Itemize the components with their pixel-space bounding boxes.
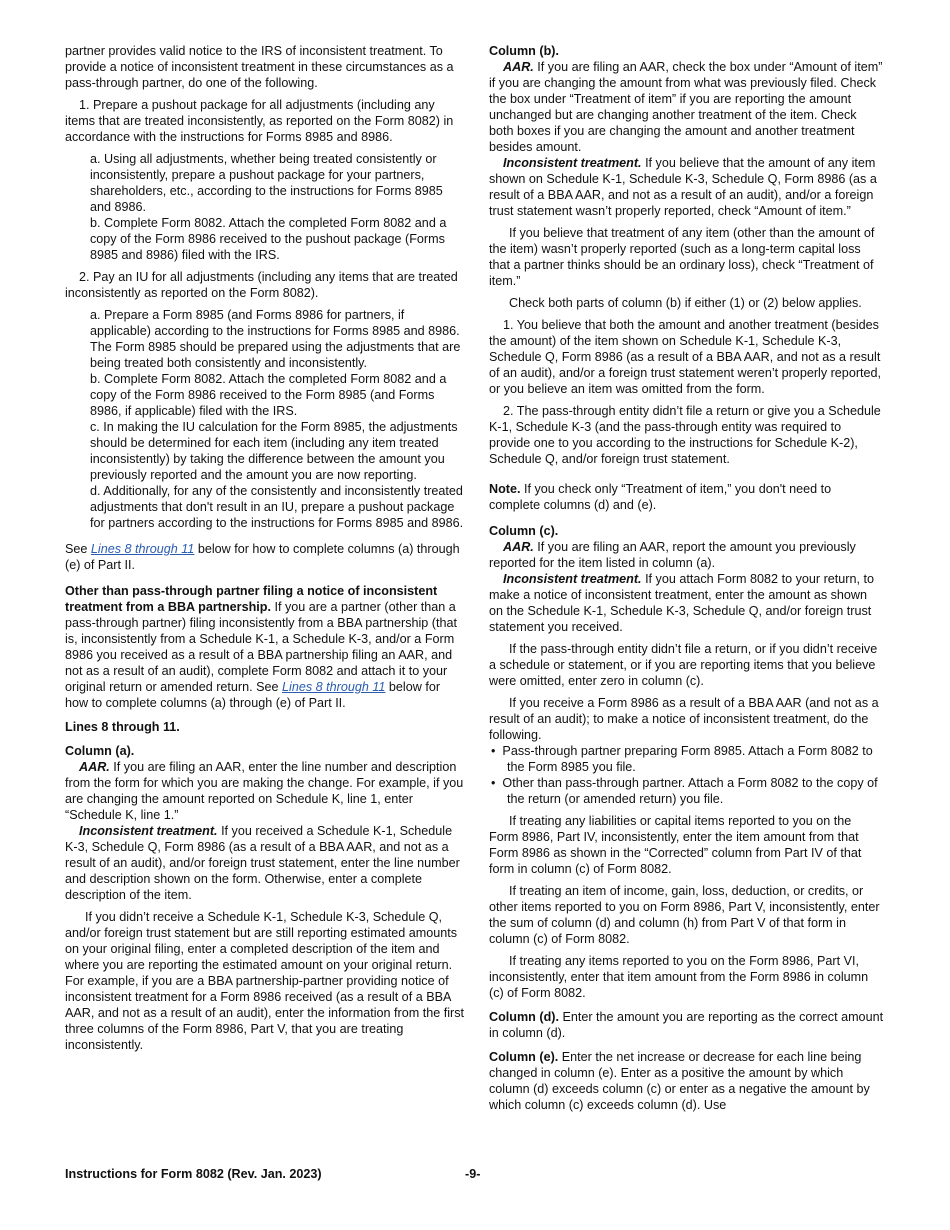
column-b-inconsistent-text: If you believe that the amount of any item shown on Schedule K-1, Schedule K-3, Schedule Q, Form 8986 (as a result of a BBA AAR, and not as a result of an audit), and/or a foreign trust statement wasn’t properly reported, check “Amount of item.” xyxy=(489,156,877,218)
column-b-aar-text: If you are filing an AAR, check the box under “Amount of item” if you are changing the amount from what was previously filed. Check the box under “Treatment of item” if you are reporting the amount unchanged but are changing another treatment of the item. Check both boxes if you are changing the amount and another treatment besides amount. xyxy=(489,60,883,154)
list-item-1a: a. Using all adjustments, whether being treated consistently or inconsistently, prepare a pushout package for your partners, shareholders, etc., according to the instructions for Forms 8985 and 8986. xyxy=(90,152,443,214)
column-a-aar xyxy=(65,759,465,823)
page-number: -9- xyxy=(465,1167,481,1181)
other-body-pre: If you are a partner (other than a pass-through partner) filing inconsistently from a BBA partnership (that is, inconsistently from a Schedule K-1, a Schedule K-3, and/or a Form 8986 you received as a result of a BBA partnership filing an AAR, and not as a result of an audit), complete Form 8082 and attach it to your original return or amended return. See xyxy=(65,600,457,694)
right-column xyxy=(489,43,884,1113)
bullet-item-2 xyxy=(491,775,884,807)
column-a-aar-text: If you are filing an AAR, enter the line number and description from the form for which you are making the change. For example, if you are changing the amount reported on Schedule K, line 1, enter “Schedule K, line 1.” xyxy=(65,760,464,822)
note-paragraph xyxy=(489,481,884,513)
column-c-inconsistent xyxy=(489,571,884,635)
column-a-inconsistent xyxy=(65,823,465,903)
lines-8-11-link-2[interactable]: Lines 8 through 11 xyxy=(282,680,386,694)
lines-8-11-heading: Lines 8 through 11. xyxy=(65,720,180,734)
column-d-heading: Column (d). xyxy=(489,1010,559,1024)
footer-title: Instructions for Form 8082 (Rev. Jan. 2023) xyxy=(65,1167,322,1181)
see-lines-pre: See xyxy=(65,542,91,556)
column-c-paragraph-7: If treating any items reported to you on the Form 8986, Part VI, inconsistently, enter that item amount from the Form 8986 in column (c) of Form 8082. xyxy=(489,954,869,1000)
column-b-item-2: 2. The pass-through entity didn’t file a return or give you a Schedule K-1, Schedule K-3 (and the pass-through entity was required to provide one to you according to the instructions for Schedule K-2), Schedule Q, and/or foreign trust statement. xyxy=(489,404,881,466)
column-b-item-1: 1. You believe that both the amount and another treatment (besides the amount) of the item shown on Schedule K-1, Schedule K-3, Schedule Q, Form 8986 (as a result of a BBA AAR, and not as a result of an audit), and/or a foreign trust statement weren’t properly reported, or you believe an item was omitted from the form. xyxy=(489,318,882,396)
other-than-pass-through-heading: Other than pass-through partner filing a notice of inconsistent treatment from a BBA partnership. xyxy=(65,584,438,614)
bullet-item-1 xyxy=(491,743,884,775)
column-c-aar xyxy=(489,539,884,571)
column-a-inconsistent-text: If you received a Schedule K-1, Schedule K-3, Schedule Q, Form 8986 (as a result of a BBA AAR, and not as a result of an audit), and/or foreign trust statement, enter the line number and description shown on the form. Otherwise, enter a complete description of the item. xyxy=(65,824,460,902)
inconsistent-treatment-label: Inconsistent treatment. xyxy=(503,156,642,170)
intro-paragraph: partner provides valid notice to the IRS of inconsistent treatment. To provide a notice of inconsistent treatment in these circumstances as a pass-through partner, do one of the following. xyxy=(65,44,454,90)
list-item-1: 1. Prepare a pushout package for all adjustments (including any items that are treated inconsistently, as reported on the Form 8082) in accordance with the instructions for Forms 8985 and 8986. xyxy=(65,98,454,144)
list-item-2: 2. Pay an IU for all adjustments (including any items that are treated inconsistently as reported on the Form 8082). xyxy=(65,270,458,300)
list-item-2b: b. Complete Form 8082. Attach the completed Form 8082 and a copy of the Form 8986 received to the Form 8985 (and Forms 8986, if applicable) filed with the IRS. xyxy=(90,372,447,418)
column-b-inconsistent xyxy=(489,155,884,219)
list-item-2a: a. Prepare a Form 8985 (and Forms 8986 for partners, if applicable) according to the instructions for Forms 8985 and 8986. The Form 8985 should be prepared using the adjustments that are being treated both consistently and inconsistently. xyxy=(90,308,461,370)
list-item-2c: c. In making the IU calculation for the Form 8985, the adjustments should be determined for each item (including any item treated inconsistently) by taking the difference between the amount you previously reported and the amount you are now reporting. xyxy=(90,420,458,482)
column-b-paragraph-3: If you believe that treatment of any item (other than the amount of the item) wasn’t properly reported (such as a long-term capital loss that a partner thinks should be an ordinary loss), check “Treatment of item.” xyxy=(489,226,875,288)
bullet-2-text: Other than pass-through partner. Attach a Form 8082 to the copy of the return (or amended return) you file. xyxy=(502,776,878,806)
column-b-heading: Column (b). xyxy=(489,44,559,58)
bullet-1-text: Pass-through partner preparing Form 8985. Attach a Form 8082 to the Form 8985 you file. xyxy=(502,744,873,774)
column-e-text: Enter the net increase or decrease for each line being changed in column (e). Enter as a positive the amount by which column (d) exceeds column (c) or enter as a negative the amount by which column (c) exceeds column (d). Use xyxy=(489,1050,870,1112)
aar-label: AAR. xyxy=(79,760,110,774)
bullet-icon: • xyxy=(491,744,503,758)
note-text: If you check only “Treatment of item,” you don't need to complete columns (d) and (e). xyxy=(489,482,832,512)
list-item-2d: d. Additionally, for any of the consistently and inconsistently treated adjustments that don't result in an IU, prepare a pushout package for partners according to the instructions for Forms 8985 and 8986. xyxy=(90,484,464,530)
inconsistent-treatment-label: Inconsistent treatment. xyxy=(79,824,218,838)
other-than-pass-through-paragraph xyxy=(65,583,465,711)
column-c-paragraph-6: If treating an item of income, gain, loss, deduction, or credits, or other items reported to you on Form 8986, Part V, inconsistently, enter the sum of column (d) and column (h) from Part V of that form in column (c) of Form 8082. xyxy=(489,884,880,946)
lines-8-11-link[interactable]: Lines 8 through 11 xyxy=(90,542,195,556)
other-body-post: below for how to complete columns (a) through (e) of Part II. xyxy=(65,680,441,710)
column-c-heading: Column (c). xyxy=(489,524,559,538)
note-label: Note. xyxy=(489,482,521,496)
list-item-1b: b. Complete Form 8082. Attach the completed Form 8082 and a copy of the Form 8986 received to the pushout package (Forms 8985 and 8986) filed with the IRS. xyxy=(90,216,447,262)
inconsistent-treatment-label: Inconsistent treatment. xyxy=(503,572,642,586)
column-c-paragraph-3: If the pass-through entity didn’t file a return, or if you didn’t receive a schedule or statement, or if you are reporting items that you believe were omitted, enter zero in column (c). xyxy=(489,642,878,688)
bullet-icon: • xyxy=(491,776,503,790)
aar-label: AAR. xyxy=(503,540,534,554)
column-d-paragraph xyxy=(489,1009,884,1041)
column-a-paragraph-3: If you didn’t receive a Schedule K-1, Schedule K-3, Schedule Q, and/or foreign trust statement but are still reporting estimated amounts on your original filing, enter a completed description of the item and where you are reporting the estimated amount on your original return. For example, if you are a BBA partnership-partner providing notice of inconsistent treatment for a Form 8986 received (as a result of a BBA AAR, and not as a result of an audit), enter the information from the first three columns of the Form 8986, Part V, that you are treating inconsistently. xyxy=(65,910,465,1052)
column-c-paragraph-4: If you receive a Form 8986 as a result of a BBA AAR (and not as a result of an audit); to make a notice of inconsistent treatment, do the following. xyxy=(489,696,879,742)
column-e-heading: Column (e). xyxy=(489,1050,559,1064)
column-c-aar-text: If you are filing an AAR, report the amount you previously reported for the item listed in column (a). xyxy=(489,540,856,570)
column-a-heading: Column (a). xyxy=(65,744,135,758)
column-e-paragraph xyxy=(489,1049,884,1113)
column-c-paragraph-5: If treating any liabilities or capital items reported to you on the Form 8986, Part IV, inconsistently, enter the item amount from that Form 8986 as shown in the “Corrected” column from Part IV of that form in column (c) of Form 8082. xyxy=(489,814,862,876)
column-d-text: Enter the amount you are reporting as the correct amount in column (d). xyxy=(489,1010,884,1040)
see-lines-paragraph xyxy=(65,541,465,573)
column-c-inconsistent-text: If you attach Form 8082 to your return, to make a notice of inconsistent treatment, enter the amount as shown on the Schedule K-1, Schedule K-3, Schedule Q, and/or foreign trust statement you received. xyxy=(489,572,874,634)
column-b-aar xyxy=(489,59,884,155)
aar-label: AAR. xyxy=(503,60,534,74)
see-lines-post: below for how to complete columns (a) through (e) of Part II. xyxy=(65,542,460,572)
column-b-paragraph-4: Check both parts of column (b) if either (1) or (2) below applies. xyxy=(509,296,862,310)
left-column xyxy=(65,43,465,1053)
